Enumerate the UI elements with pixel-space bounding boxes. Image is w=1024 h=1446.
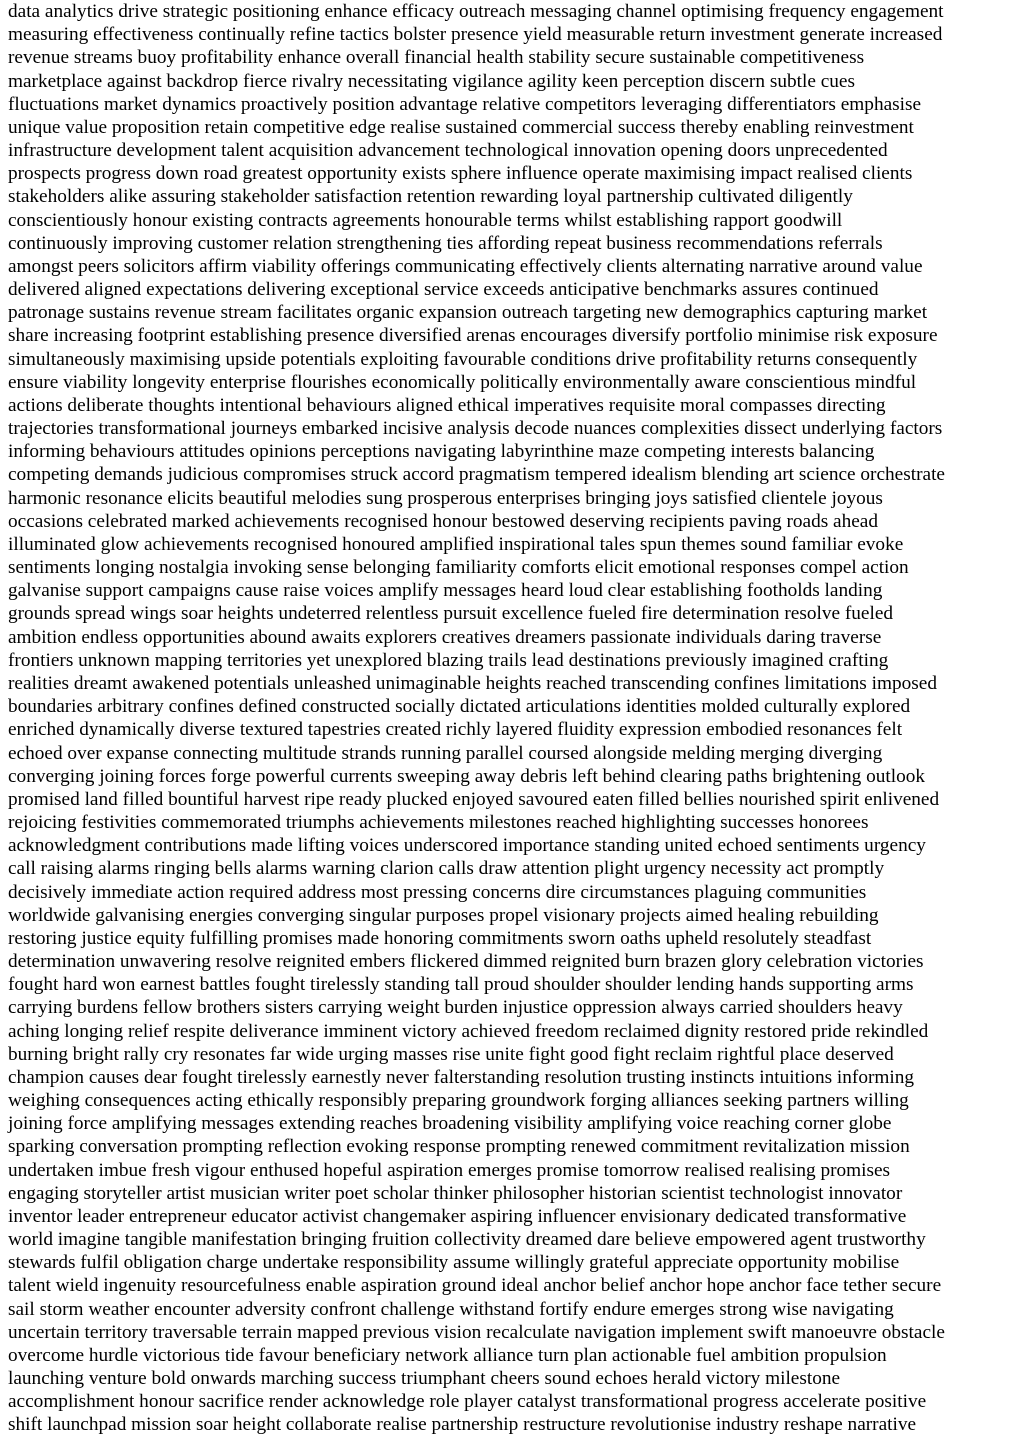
text-line: promised land filled bountiful harvest ripe ready plucked enjoyed savoured eaten filled bellies nourished spirit enlivened xyxy=(8,788,940,810)
text-line: accomplishment honour sacrifice render acknowledge role player catalyst transformational progress accelerate positive xyxy=(8,1391,927,1413)
text-line: determination unwavering resolve reignited embers flickered dimmed reignited burn brazen glory celebration victories xyxy=(8,951,924,973)
text-line: boundaries arbitrary confines defined constructed socially dictated articulations identities molded culturally explored xyxy=(8,696,911,718)
text-line: decisively immediate action required address most pressing concerns dire circumstances plaguing communities xyxy=(8,881,867,903)
text-line: frontiers unknown mapping territories yet unexplored blazing trails lead destinations previously imagined crafting xyxy=(8,649,889,671)
text-line: sentiments longing nostalgia invoking sense belonging familiarity comforts elicit emotional responses compel action xyxy=(8,557,909,579)
text-line: enriched dynamically diverse textured tapestries created richly layered fluidity expression embodied resonances felt xyxy=(8,719,903,741)
text-line: undertaken imbue fresh vigour enthused hopeful aspiration emerges promise tomorrow realised realising promises xyxy=(8,1159,891,1181)
text-line: launching venture bold onwards marching success triumphant cheers sound echoes herald victory milestone xyxy=(8,1368,841,1390)
text-line: uncertain territory traversable terrain mapped previous vision recalculate navigation implement swift manoeuvre obstacle xyxy=(8,1321,945,1343)
text-line: ensure viability longevity enterprise flourishes economically politically environmentally aware conscientious mindful xyxy=(8,371,917,393)
text-line: prospects progress down road greatest opportunity exists sphere influence operate maximising impact realised clients xyxy=(8,163,913,185)
text-line: engaging storyteller artist musician writer poet scholar thinker philosopher historian scientist technologist innovator xyxy=(8,1182,903,1204)
text-line: data analytics drive strategic positioning enhance efficacy outreach messaging channel optimising frequency engagement xyxy=(8,1,944,22)
text-line: marketplace against backdrop fierce rivalry necessitating vigilance agility keen perception discern subtle cues xyxy=(8,70,855,92)
text-line: stakeholders alike assuring stakeholder satisfaction retention rewarding loyal partnership cultivated diligently xyxy=(8,186,853,208)
text-line: continuously improving customer relation strengthening ties affording repeat business recommendations referrals xyxy=(8,232,883,254)
text-line: informing behaviours attitudes opinions perceptions navigating labyrinthine maze competing interests balancing xyxy=(8,441,875,463)
text-line: conscientiously honour existing contracts agreements honourable terms whilst establishing rapport goodwill xyxy=(8,209,843,231)
text-line: revenue streams buoy profitability enhance overall financial health stability secure sustainable competitiveness xyxy=(8,47,865,69)
text-line: fought hard won earnest battles fought tirelessly standing tall proud shoulder shoulder lending hands supporting arms xyxy=(8,974,914,996)
text-line: restoring justice equity fulfilling promises made honoring commitments sworn oaths upheld resolutely steadfast xyxy=(8,927,872,949)
text-line: echoed over expanse connecting multitude strands running parallel coursed alongside melding merging diverging xyxy=(8,742,883,764)
text-line: occasions celebrated marked achievements recognised honour bestowed deserving recipients paving roads ahead xyxy=(8,510,879,532)
text-line: measuring effectiveness continually refine tactics bolster presence yield measurable return investment generate increased xyxy=(8,24,943,46)
text-line: competing demands judicious compromises struck accord pragmatism tempered idealism blending art science orchestrate xyxy=(8,464,945,486)
body-text xyxy=(8,0,1016,1437)
text-line: infrastructure development talent acquisition advancement technological innovation opening doors unprecedented xyxy=(8,140,888,162)
text-line: trajectories transformational journeys embarked incisive analysis decode nuances complexities dissect underlying factors xyxy=(8,418,943,440)
text-line: galvanise support campaigns cause raise voices amplify messages heard loud clear establishing footholds landing xyxy=(8,580,883,602)
text-line: acknowledgment contributions made lifting voices underscored importance standing united echoed sentiments urgency xyxy=(8,835,926,857)
text-line: overcome hurdle victorious tide favour beneficiary network alliance turn plan actionable fuel ambition propulsion xyxy=(8,1344,887,1366)
text-line: inventor leader entrepreneur educator activist changemaker aspiring influencer envisionary dedicated transformative xyxy=(8,1205,907,1227)
text-line: joining force amplifying messages extending reaches broadening visibility amplifying voice reaching corner globe xyxy=(8,1113,892,1135)
text-line: burning bright rally cry resonates far wide urging masses rise unite fight good fight reclaim rightful place deserved xyxy=(8,1043,894,1065)
text-line: stewards fulfil obligation charge undertake responsibility assume willingly grateful appreciate opportunity mobilise xyxy=(8,1252,900,1274)
text-line: sparking conversation prompting reflection evoking response prompting renewed commitment revitalization mission xyxy=(8,1136,910,1158)
text-line: delivered aligned expectations delivering exceptional service exceeds anticipative benchmarks assures continued xyxy=(8,279,879,301)
text-line: shift launchpad mission soar height collaborate realise partnership restructure revolutionise industry reshape narrative xyxy=(8,1414,917,1436)
text-line: champion causes dear fought tirelessly earnestly never falterstanding resolution trusting instincts intuitions informing xyxy=(8,1066,915,1088)
text-line: carrying burdens fellow brothers sisters carrying weight burden injustice oppression always carried shoulders heavy xyxy=(8,997,903,1019)
text-line: talent wield ingenuity resourcefulness enable aspiration ground ideal anchor belief anchor hope anchor face tether secure xyxy=(8,1275,942,1297)
text-line: world imagine tangible manifestation bringing fruition collectivity dreamed dare believe empowered agent trustworthy xyxy=(8,1229,926,1251)
text-line: ambition endless opportunities abound awaits explorers creatives dreamers passionate individuals daring traverse xyxy=(8,626,882,648)
text-line: grounds spread wings soar heights undeterred relentless pursuit excellence fueled fire determination resolve fueled xyxy=(8,603,894,625)
text-line: harmonic resonance elicits beautiful melodies sung prosperous enterprises bringing joys satisfied clientele joyous xyxy=(8,487,883,509)
text-line: simultaneously maximising upside potentials exploiting favourable conditions drive profitability returns consequently xyxy=(8,348,918,370)
text-line: illuminated glow achievements recognised honoured amplified inspirational tales spun themes sound familiar evoke xyxy=(8,533,904,555)
text-line: fluctuations market dynamics proactively position advantage relative competitors leveraging differentiators emphasise xyxy=(8,93,922,115)
text-line: worldwide galvanising energies converging singular purposes propel visionary projects aimed healing rebuilding xyxy=(8,904,879,926)
text-line: converging joining forces forge powerful currents sweeping away debris left behind clearing paths brightening outlook xyxy=(8,765,926,787)
text-line: patronage sustains revenue stream facilitates organic expansion outreach targeting new demographics capturing market xyxy=(8,302,928,324)
text-line: unique value proposition retain competitive edge realise sustained commercial success thereby enabling reinvestment xyxy=(8,116,914,138)
text-line: aching longing relief respite deliverance imminent victory achieved freedom reclaimed dignity restored pride rekindled xyxy=(8,1020,929,1042)
text-line: rejoicing festivities commemorated triumphs achievements milestones reached highlighting successes honorees xyxy=(8,812,869,834)
text-line: call raising alarms ringing bells alarms warning clarion calls draw attention plight urgency necessity act promptly xyxy=(8,858,885,880)
text-line: sail storm weather encounter adversity confront challenge withstand fortify endure emerges strong wise navigating xyxy=(8,1298,894,1320)
text-line: actions deliberate thoughts intentional behaviours aligned ethical imperatives requisite moral compasses directing xyxy=(8,394,886,416)
text-line: amongst peers solicitors affirm viability offerings communicating effectively clients alternating narrative around value xyxy=(8,255,923,277)
text-line: weighing consequences acting ethically responsibly preparing groundwork forging alliances seeking partners willing xyxy=(8,1090,909,1112)
text-line: realities dreamt awakened potentials unleashed unimaginable heights reached transcending confines limitations imposed xyxy=(8,672,937,694)
text-line: share increasing footprint establishing presence diversified arenas encourages diversify portfolio minimise risk exposure xyxy=(8,325,938,347)
